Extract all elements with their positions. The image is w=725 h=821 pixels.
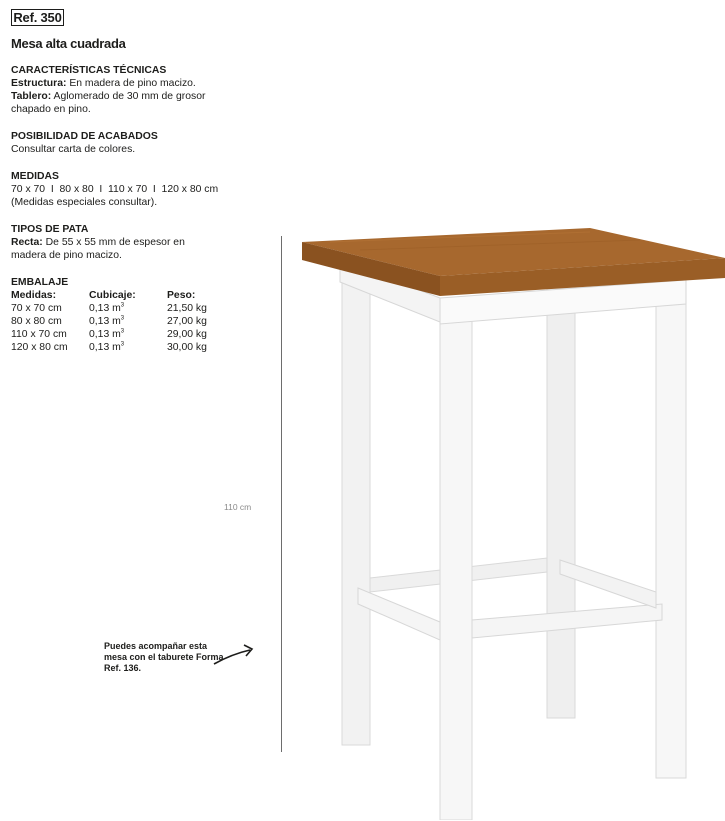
sizes-list: 70 x 70 I 80 x 80 I 110 x 70 I 120 x 80 cm	[11, 184, 219, 195]
legs-heading: TIPOS DE PATA	[11, 224, 89, 235]
back-right-leg	[547, 280, 575, 718]
row-volume: 0,13 $m^3$	[89, 315, 125, 327]
height-label: 110 cm	[224, 502, 252, 512]
product-title: Mesa alta cuadrada	[11, 36, 126, 51]
row-weight: 29,00 kg	[167, 329, 207, 340]
row-size: 110 x 70 cm	[11, 329, 67, 340]
row-size: 80 x 80 cm	[11, 316, 62, 327]
stool-note: Puedes acompañar esta mesa con el taburete Forma Ref. 136.	[104, 641, 224, 673]
legs-line-2: madera de pino macizo.	[11, 250, 122, 261]
table-row	[11, 328, 207, 341]
legs-text: De 55 x 55 mm de espesor en	[42, 237, 185, 248]
packaging-table	[11, 289, 207, 354]
legs-line	[11, 236, 251, 249]
tech-heading: CARACTERÍSTICAS TÉCNICAS	[11, 65, 167, 76]
packaging-section	[11, 276, 207, 354]
row-size: 70 x 70 cm	[11, 303, 62, 314]
curved-arrow-icon	[210, 642, 258, 668]
row-size: 120 x 80 cm	[11, 342, 68, 353]
finishes-heading: POSIBILIDAD DE ACABADOS	[11, 131, 158, 142]
row-volume: 0,13 $m^3$	[89, 302, 125, 314]
front-right-leg	[656, 288, 686, 778]
row-weight: 27,00 kg	[167, 316, 207, 327]
height-dimension-line	[281, 236, 282, 752]
col-volume-header: Cubicaje:	[89, 290, 136, 301]
finishes-section	[11, 130, 251, 156]
reference-badge: Ref. 350	[11, 9, 64, 26]
packaging-heading: EMBALAJE	[11, 277, 69, 288]
structure-label: Estructura:	[11, 78, 67, 89]
tech-line-top-cont: chapado en pino.	[11, 104, 91, 115]
legs-section	[11, 223, 251, 262]
top-label: Tablero:	[11, 91, 52, 102]
table-row	[11, 341, 207, 354]
sizes-note: (Medidas especiales consultar).	[11, 197, 158, 208]
table-row	[11, 315, 207, 328]
col-weight-header: Peso:	[167, 290, 196, 301]
table-illustration	[290, 220, 725, 820]
top-text: Aglomerado de 30 mm de grosor	[51, 91, 206, 102]
row-weight: 21,50 kg	[167, 303, 207, 314]
legs-label: Recta:	[11, 237, 43, 248]
front-left-leg	[440, 298, 472, 820]
row-volume: 0,13 $m^3$	[89, 341, 125, 353]
tech-line-structure	[11, 77, 251, 90]
col-size-header: Medidas:	[11, 290, 57, 301]
tech-line-top	[11, 90, 251, 103]
row-weight: 30,00 kg	[167, 342, 207, 353]
row-volume: 0,13 $m^3$	[89, 328, 125, 340]
sizes-heading: MEDIDAS	[11, 171, 59, 182]
structure-text: En madera de pino macizo.	[66, 78, 196, 89]
packaging-header-row	[11, 289, 207, 302]
table-row	[11, 302, 207, 315]
finishes-text: Consultar carta de colores.	[11, 144, 136, 155]
tech-section	[11, 64, 251, 116]
sizes-section	[11, 170, 251, 209]
back-left-leg	[342, 260, 370, 745]
